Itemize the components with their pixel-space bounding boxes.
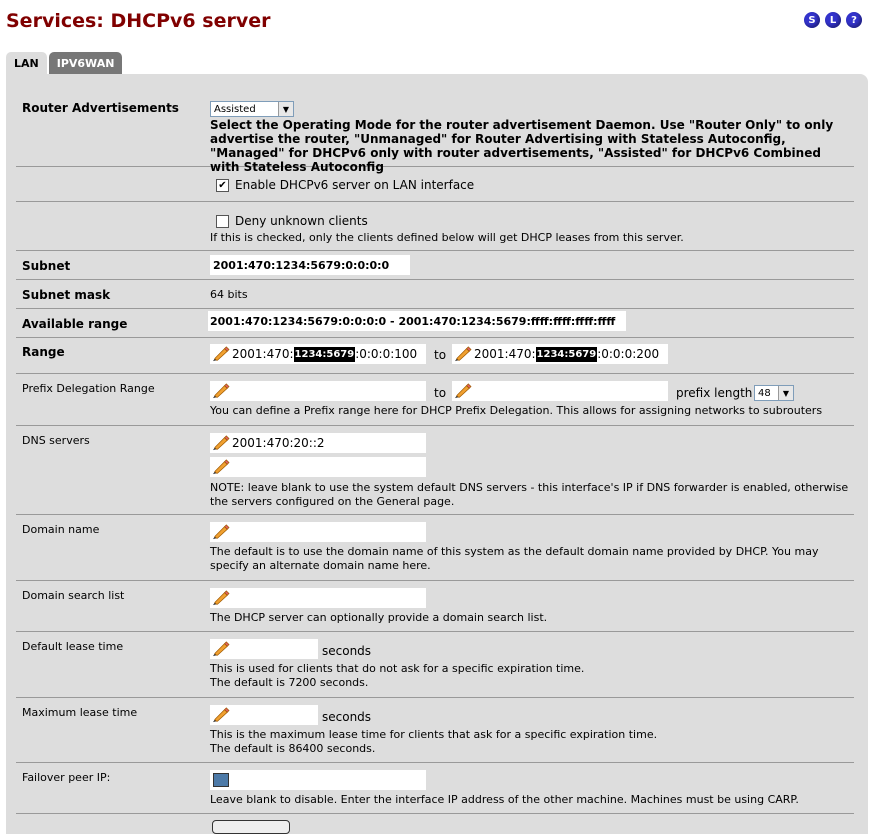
subnet-mask-value: 64 bits [210,288,248,301]
prefix-length-select[interactable]: 48 ▼ [754,385,794,401]
page-title: Services: DHCPv6 server [6,10,271,32]
help-icon[interactable]: ? [846,12,862,28]
router-adv-label: Router Advertisements [22,101,179,115]
dns-server1-input[interactable]: 2001:470:20::2 [210,433,426,453]
subnet-mask-label: Subnet mask [22,288,111,302]
default-lease-desc1: This is used for clients that do not ask for a specific expiration time. [210,662,585,675]
pencil-icon [454,383,472,399]
available-range-label: Available range [22,317,128,331]
subnet-value: 2001:470:1234:5679:0:0:0:0 [210,255,410,275]
chevron-down-icon: ▼ [778,386,793,400]
row-available-range [16,309,854,338]
interface-tabs [6,52,122,74]
max-lease-unit: seconds [322,710,372,724]
pencil-icon [212,459,230,475]
max-lease-label: Maximum lease time [22,706,138,719]
deny-label: Deny unknown clients [235,214,368,228]
failover-input[interactable] [210,770,426,790]
row-prefix-delegation [16,374,854,426]
row-failover [16,763,854,814]
prefix-to-input[interactable] [452,381,668,401]
row-enable [16,167,854,202]
max-lease-desc2: The default is 86400 seconds. [210,742,376,755]
router-adv-desc: Select the Operating Mode for the router advertisement Daemon. Use "Router Only" to only advertise the router, "Unmanaged" for Router Advertising with Stateless Autoconfig, "Managed" for DHCPv6 only with router advertisements, "Assisted" for DHCPv6 Combined with Stateless Autoconfig [210,118,834,174]
domain-input[interactable] [210,522,426,542]
prefix-from-input[interactable] [210,381,426,401]
network-icon [213,773,229,787]
domain-search-input[interactable] [210,588,426,608]
available-range-value: 2001:470:1234:5679:0:0:0:0 - 2001:470:1234:5679:ffff:ffff:ffff:ffff [208,311,626,331]
domain-search-label: Domain search list [22,589,125,602]
failover-desc: Leave blank to disable. Enter the interface IP address of the other machine. Machines must be using CARP. [210,793,799,806]
router-adv-select[interactable] [210,101,294,117]
max-lease-input[interactable] [210,705,318,725]
prefix-to-label: to [434,386,447,400]
chevron-down-icon: ▼ [278,102,293,116]
pencil-icon [212,383,230,399]
row-default-lease [16,632,854,698]
pencil-icon [212,435,230,451]
default-lease-unit: seconds [322,644,372,658]
domain-search-desc: The DHCP server can optionally provide a domain search list. [210,611,548,624]
range-to-input[interactable]: 2001:470: 1234:5679 :0:0:0:200 [452,344,668,364]
dns-server2-input[interactable] [210,457,426,477]
row-deny [16,202,854,251]
tab-ipv6wan[interactable]: IPV6WAN [49,52,123,74]
row-domain-name [16,515,854,581]
row-subnet-mask [16,280,854,309]
default-lease-input[interactable] [210,639,318,659]
status-icon[interactable]: S [804,12,820,28]
pencil-icon [212,590,230,606]
domain-desc: The default is to use the domain name of this system as the default domain name provided by DHCP. You may specify an alternate domain name here. [210,545,819,572]
failover-label: Failover peer IP: [22,771,111,784]
range-to-label: to [434,348,447,362]
router-adv-selected: Assisted [214,103,256,115]
row-domain-search [16,581,854,632]
default-lease-desc2: The default is 7200 seconds. [210,676,369,689]
deny-desc: If this is checked, only the clients defined below will get DHCP leases from this server. [210,231,684,244]
row-max-lease [16,698,854,763]
dns-desc: NOTE: leave blank to use the system default DNS servers - this interface's IP if DNS forwarder is enabled, otherwise the servers configured on the General page. [210,481,849,508]
domain-label: Domain name [22,523,100,536]
enable-label: Enable DHCPv6 server on LAN interface [235,178,475,192]
pencil-icon [454,346,472,362]
prefix-length-label: prefix length [676,386,753,400]
deny-checkbox[interactable] [216,215,229,228]
pencil-icon [212,346,230,362]
pencil-icon [212,641,230,657]
row-range [16,338,854,374]
prefix-label: Prefix Delegation Range [22,382,155,395]
enable-checkbox[interactable]: ✔ [216,179,229,192]
pencil-icon [212,524,230,540]
log-icon[interactable]: L [825,12,841,28]
dns-label: DNS servers [22,434,90,447]
max-lease-desc1: This is the maximum lease time for clients that ask for a specific expiration time. [210,728,658,741]
pencil-icon [212,707,230,723]
prefix-desc: You can define a Prefix range here for DHCP Prefix Delegation. This allows for assigning networks to subrouters [210,404,823,417]
subnet-label: Subnet [22,259,71,273]
row-subnet [16,251,854,280]
row-router-advertisements [16,94,854,174]
default-lease-label: Default lease time [22,640,124,653]
range-from-input[interactable]: 2001:470: 1234:5679 :0:0:0:100 [210,344,426,364]
header-icons [804,12,862,28]
tab-lan[interactable]: LAN [6,52,47,74]
save-button[interactable] [212,820,290,834]
row-dns-servers [16,426,854,515]
range-label: Range [22,345,65,359]
